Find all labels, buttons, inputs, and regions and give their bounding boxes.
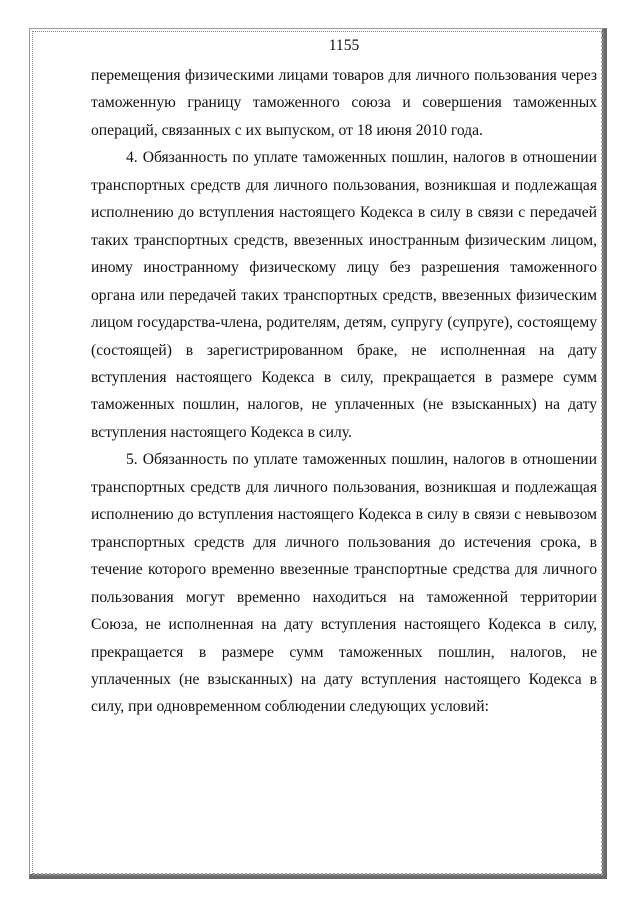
page-content xyxy=(91,36,597,721)
paragraph-continuation: перемещения физическими лицами товаров для личного пользования через таможенную границу таможенного союза и совершения таможенных операций, связанных с их выпуском, от 18 июня 2010 года. xyxy=(91,67,597,139)
paragraph-item-4: 4. Обязанность по уплате таможенных пошлин, налогов в отношении транспортных средств для личного пользования, возникшая и подлежащая исполнению до вступления настоящего Кодекса в силу в связи с передачей таких транспортных средств, ввезенных иностранным физическим лицом, иному иностранному физическому лицу без разрешения таможенного органа или передачей таких транспортных средств, ввезенных физическим лицом государства-члена, родителям, детям, супругу (супруге), состоящему (состоящей) в зарегистрированном браке, не исполненная на дату вступления настоящего Кодекса в силу, прекращается в размере сумм таможенных пошлин, налогов, не уплаченных (не взысканных) на дату вступления настоящего Кодекса в силу. xyxy=(91,149,597,441)
paragraph-item-5: 5. Обязанность по уплате таможенных пошлин, налогов в отношении транспортных средств для личного пользования, возникшая и подлежащая исполнению до вступления настоящего Кодекса в силу в связи с невывозом транспортных средств для личного пользования до истечения срока, в течение которого временно ввезенные транспортные средства для личного пользования могут временно находиться на таможенной территории Союза, не исполненная на дату вступления настоящего Кодекса в силу, прекращается в размере сумм таможенных пошлин, налогов, не уплаченных (не взысканных) на дату вступления настоящего Кодекса в силу, при одновременном соблюдении следующих условий: xyxy=(91,451,597,716)
page-number: 1155 xyxy=(328,37,360,54)
